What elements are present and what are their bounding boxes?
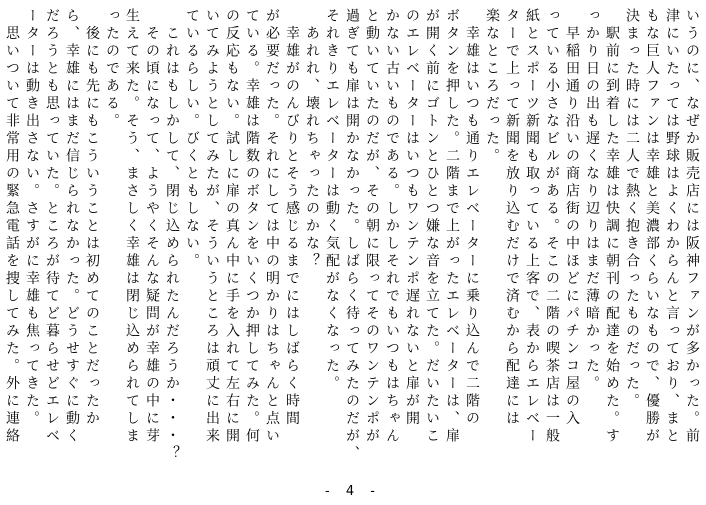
text-column: 生えて来た。そう、まさしく幸雄は閉じ込められてしま <box>124 8 140 446</box>
text-column: あれれ、壊れちゃったのかな？ <box>304 8 320 271</box>
page-text <box>2 8 702 482</box>
text-column: いてみようとしてみたが、そういうところは頑丈に出来 <box>204 8 220 446</box>
text-column: ーターは動き出さない。さすがに幸雄も焦ってきた。 <box>24 8 40 428</box>
text-column: ている。幸雄は階数のボタンをいくつか押してみた。何 <box>244 8 260 446</box>
text-column: 決まった時には二人で熱く抱き合ったものだった。 <box>624 8 640 411</box>
text-column: 駅前に到着した幸雄は快調に朝刊の配達を始めた。す <box>604 8 620 446</box>
text-column: 後にも先にもこういうことは初めてのことだったか <box>84 8 100 428</box>
text-column: が必要だった。それにしては中の明かりはちゃんと点い <box>264 8 280 446</box>
text-column: もな巨人ファンは幸雄と美濃部くらいなもので、優勝が <box>644 8 660 446</box>
text-column: 早稲田通り沿いの商店街の中ほどにパチンコ屋の入 <box>564 8 580 428</box>
text-column: 津にいたっては野球はよくわからんと言っており、まと <box>664 8 680 446</box>
text-column: ら、幸雄にはまだ信じられなかった。どうせすぐに動く <box>64 8 80 446</box>
text-column: っかり日の出も遅くなり辺りはまだ薄暗かった。 <box>584 8 600 393</box>
text-column: ボタンを押した。二階まで上がったエレベーターは、扉 <box>444 8 460 446</box>
text-column: 過ぎても扉は開かなかった。しばらく待ってみたのだが、 <box>344 8 360 463</box>
text-column: 幸雄はいつも通りエレベーターに乗り込んで二階の <box>464 8 480 428</box>
text-column: 紙とスポーツ新聞も取っている上客で、表からエレベー <box>524 8 540 446</box>
text-column: と動いていたのだが、その朝に限ってそのワンテンポが <box>364 8 380 446</box>
text-column: その頃になって、ようやくそんな疑問が幸雄の中に芽 <box>144 8 160 446</box>
page-number: - 4 - <box>325 484 381 499</box>
text-column: ターで上って新聞を放り込むだけで済むから配達には <box>504 8 520 428</box>
text-column: だろうとも思っていた。ところが待てど暮らせどエレベ <box>44 8 60 446</box>
text-column: いうのに、なぜか販売店には阪神ファンが多かった。前 <box>684 8 700 446</box>
text-column: これはもしかして、閉じ込められたんだろうか・・・？ <box>164 8 180 463</box>
text-column: ったのである。 <box>104 8 120 131</box>
text-column: それきりエレベーターは動く気配がなくなった。 <box>324 8 340 393</box>
text-column: 思いついて非常用の緊急電話を捜してみた。外に連絡 <box>4 8 20 446</box>
text-column: のエレベーターはいつもワンテンポ遅れないと扉が開 <box>404 8 420 428</box>
text-column: が開く前にゴトンとひとつ嫌な音を立てた。だいたいこ <box>424 8 440 446</box>
text-column: っている小さなビルがある。そこの二階の喫茶店は一般 <box>544 8 560 446</box>
text-column: ているらしい。びくともしない。 <box>184 8 200 271</box>
text-column: かない古いものである。しかしそれでもいつもはちゃん <box>384 8 400 446</box>
text-column: 楽なところだった。 <box>484 8 500 166</box>
text-column: 幸雄がのんびりとそう感じるまでにはしばらく時間 <box>284 8 300 428</box>
text-column: の反応もない。試しに扉の真ん中に手を入れて左右に開 <box>224 8 240 446</box>
